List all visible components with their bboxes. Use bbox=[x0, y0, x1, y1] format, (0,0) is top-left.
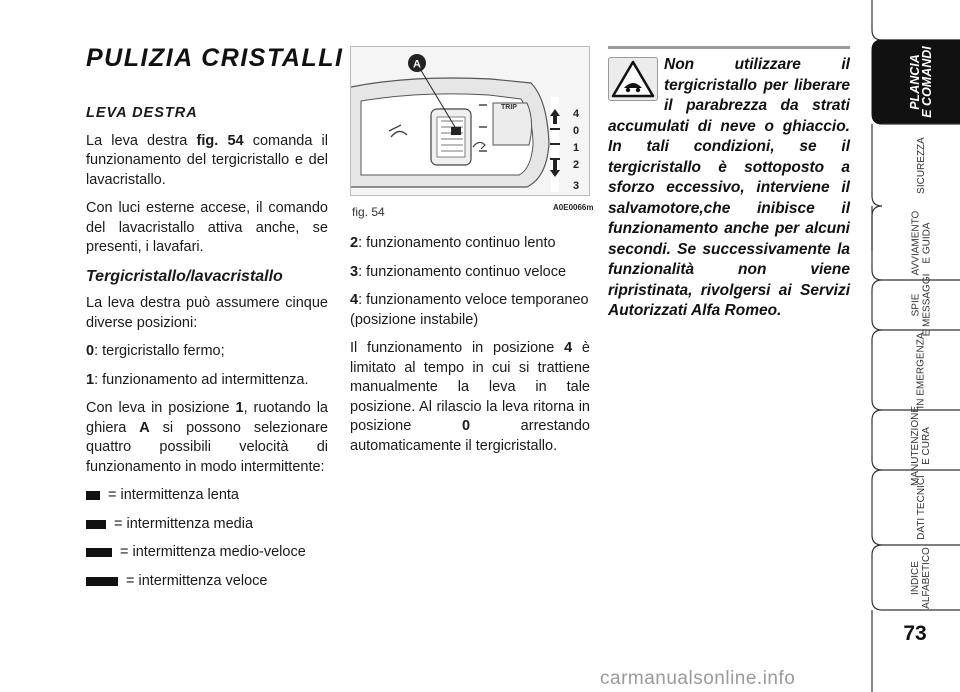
positions-intro: La leva destra può assumere cinque diverse posizioni: bbox=[86, 295, 328, 331]
tab-dati-tecnici[interactable]: DATI TECNICI bbox=[915, 475, 927, 540]
intro-paragraph: La leva destra fig. 54 comanda il funzionamento del tergicristallo e del lavacristallo. bbox=[86, 132, 328, 188]
section-heading: LEVA DESTRA bbox=[86, 105, 198, 121]
position-2: 2: funzionamento continuo lento bbox=[350, 235, 556, 251]
callout-a-label: A bbox=[413, 58, 421, 71]
tab-plancia-e-comandi[interactable]: PLANCIA E COMANDI bbox=[908, 46, 934, 118]
middle-column bbox=[350, 234, 590, 465]
tab-manutenzione-e-cura[interactable]: MANUTENZIONE E CURA bbox=[910, 406, 932, 486]
position-label: 1 bbox=[573, 142, 580, 154]
position-label: 4 bbox=[573, 108, 580, 120]
trip-label: TRIP bbox=[501, 104, 517, 111]
position-label: 2 bbox=[573, 159, 580, 171]
tab-spie-e-messaggi[interactable]: SPIE E MESSAGGI bbox=[909, 273, 932, 337]
position-1: 1: funzionamento ad intermittenza. bbox=[86, 371, 309, 388]
position-0: 0: tergicristallo fermo; bbox=[86, 343, 225, 359]
tab-avviamento-e-guida[interactable]: AVVIAMENTO E GUIDA bbox=[910, 210, 932, 276]
position-label: 3 bbox=[573, 180, 580, 192]
warning-box bbox=[608, 55, 850, 322]
subsection-heading: Tergicristallo/lavacristallo bbox=[86, 267, 283, 285]
tab-indice-alfabetico[interactable]: INDICE ALFABETICO bbox=[910, 546, 932, 609]
figure-caption: fig. 54 bbox=[352, 205, 385, 219]
speed-bar-icon bbox=[86, 491, 100, 500]
speed-medium: = intermittenza media bbox=[86, 515, 328, 535]
speed-bar-icon bbox=[86, 577, 118, 586]
watermark: carmanualsonline.info bbox=[600, 668, 796, 689]
figure-reference: fig. 54 bbox=[196, 132, 244, 149]
page-title: PULIZIA CRISTALLI bbox=[86, 44, 344, 72]
warning-text: Non utilizzare il tergicristallo per liberare il parabrezza da strati accumulati di neve o ghiaccio. In tali condizioni, se il tergicristallo è sottoposto a sforzo eccessivo, interviene il salvamotore,che inibisce il funzionamento anche per alcuni secondi. Se successivamente la funzionalità non viene ripristinata, rivolgersi ai Servizi Autorizzati Alfa Romeo. bbox=[608, 56, 850, 319]
lights-paragraph: Con luci esterne accese, il comando del lavacristallo attiva anche, se presenti, i lavafari. bbox=[86, 200, 328, 255]
speed-medium-fast: = intermittenza medio-veloce bbox=[86, 543, 328, 563]
speed-bar-icon bbox=[86, 548, 112, 557]
wiper-lever-illustration bbox=[351, 47, 590, 196]
warning-rule bbox=[608, 46, 850, 49]
speed-bar-icon bbox=[86, 520, 106, 529]
left-column bbox=[86, 104, 328, 600]
position-4-paragraph: Il funzionamento in posizione 4 è limitato al tempo in cui si trattiene manualmente la leva in tale posizione. Al rilascio la leva ritorna in posizione 0 arrestando automaticamente il tergicristallo. bbox=[350, 340, 590, 454]
position-label: 0 bbox=[573, 125, 580, 137]
chapter-sidebar bbox=[870, 0, 960, 692]
ring-paragraph: Con leva in posizione 1, ruotando la ghiera A si possono selezionare quattro possibili velocità di funzionamento in modo intermittente: bbox=[86, 400, 328, 475]
tab-sicurezza[interactable]: SICUREZZA bbox=[915, 136, 927, 194]
figure-code: A0E0066m bbox=[553, 203, 594, 212]
speed-fast: = intermittenza veloce bbox=[86, 572, 328, 592]
position-3: 3: funzionamento continuo veloce bbox=[350, 263, 567, 280]
tab-in-emergenza[interactable]: IN EMERGENZA bbox=[915, 331, 927, 409]
position-4: 4: funzionamento veloce temporaneo (posizione instabile) bbox=[350, 292, 589, 328]
page-number: 73 bbox=[903, 622, 927, 645]
speed-slow: = intermittenza lenta bbox=[86, 486, 328, 506]
figure-54 bbox=[350, 46, 590, 196]
